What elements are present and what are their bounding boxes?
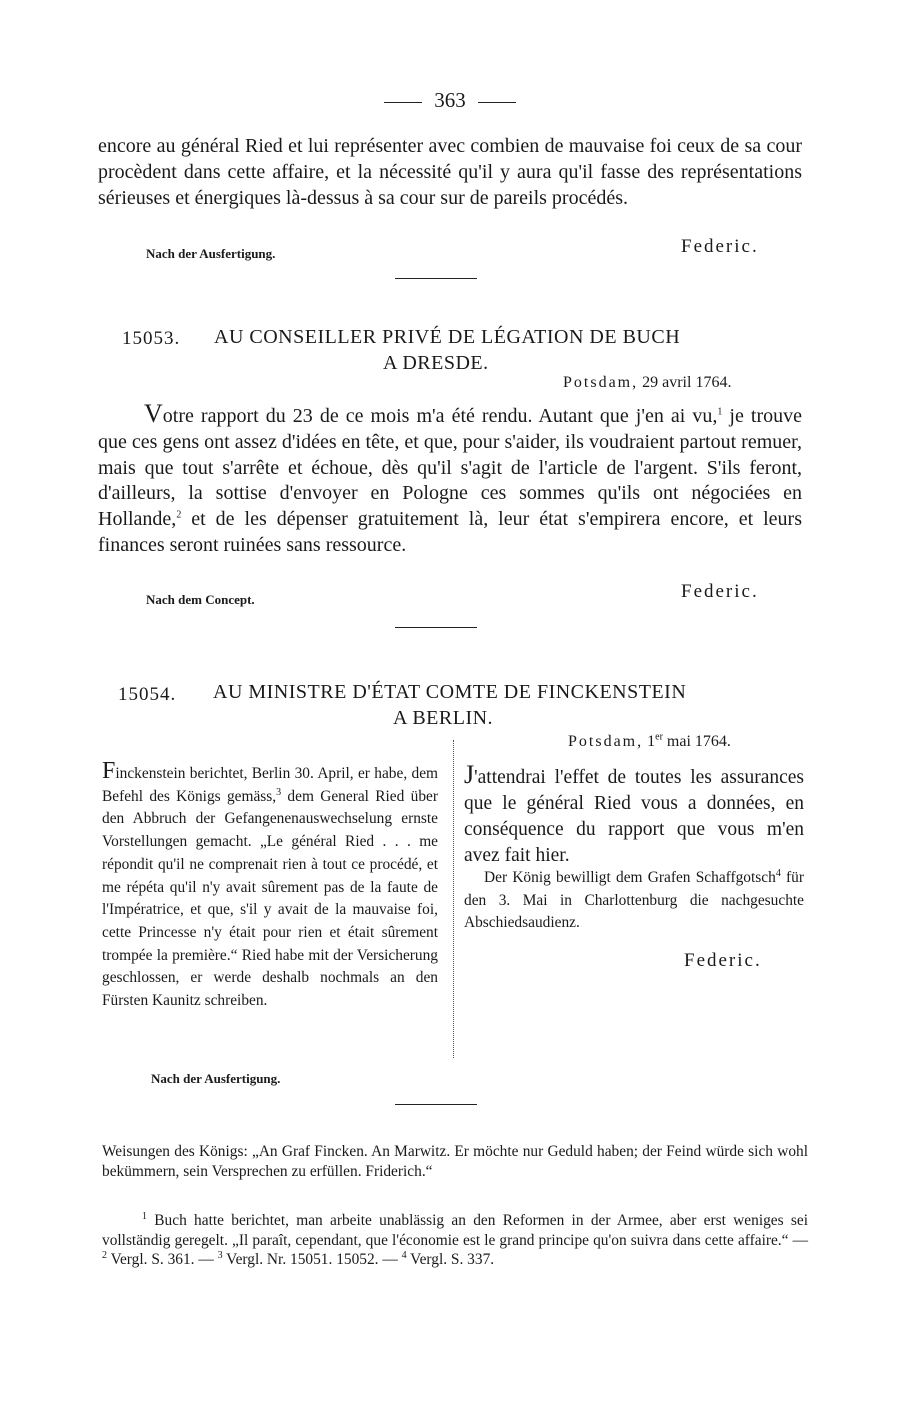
letter-number-15054: 15054. [118,684,177,705]
signature-top: Federic. [681,236,759,257]
reply-text: 'attendrai l'effet de toutes les assurances que le général Ried vous a données, en conséquence du rapport que vous m'en avez fait hier. [464,767,804,866]
footnote-mark-2: 2 [176,509,182,521]
drop-initial: V [144,399,163,428]
report-text-b: dem General Ried über den Abbruch der Gefangenenauswechselung ernste Vorstellungen gemacht. „Le général Ried . . . me répondit qu'il ne comprenait rien à tout ce procédé, et me répéta qu'il n'y avait sûrement pas de la faute de l'Impératrice, et que, s'il y avait de la mauvaise foi, cette Princesse n'y était pour rien et était sûrement trompée la première.“ Ried habe mit der Versicherung geschlossen, er werde deshalb nochmals an den Fürsten Kaunitz schreiben. [102,787,438,1010]
letter-text-a: otre rapport du 23 de ce mois m'a été rendu. Autant que j'en ai vu, [162,405,718,427]
letter-heading-15054-line1: AU MINISTRE D'ÉTAT COMTE DE FINCKENSTEIN [213,681,687,703]
footnote-1-mark: 1 [142,1210,147,1222]
footnote-4-mark: 4 [401,1250,407,1262]
page-number-dash-left [384,102,422,103]
footnote-mark-4: 4 [775,867,781,879]
letter-body-15053 [98,401,802,559]
date-place: Potsdam, [563,374,639,391]
footnote-mark-3: 3 [276,786,282,798]
section-divider-2 [395,627,477,628]
letter-text-c: et de les dépenser gratuitement là, leur état s'empirera encore, et leurs finances seront ruinées sans ressource. [98,508,802,556]
letter-text-b: je trouve que ces gens ont assez d'idées en tête, et que, pour s'aider, ils voudraient partout remuer, mais que tout s'arrête et échoue, dès qu'il s'agit de l'article de l'argent. S'ils feront, d'ailleurs, la sottise d'envoyer en Pologne ces sommes qu'ils ont négociées en Hollande, [98,405,802,531]
footnote-4-text: Vergl. S. 337. [406,1251,495,1269]
left-column-report [102,760,438,1013]
dateline-15053 [563,374,731,392]
right-column-note [464,867,804,935]
right-column-reply [464,762,804,869]
section-divider-3 [395,1104,477,1105]
footnote-mark-1: 1 [717,406,723,418]
footnote-3-mark: 3 [217,1250,223,1262]
royal-instructions-note: Weisungen des Königs: „An Graf Fincken. An Marwitz. Er möchte nur Geduld haben; der Feind würde sich wohl bekümmern, sein Versprechen zu erfüllen. Friderich.“ [102,1143,808,1180]
footnote-2-mark: 2 [102,1250,107,1262]
date-place: Potsdam, [568,733,644,750]
letter-heading-15053-line2: A DRESDE. [383,352,489,374]
source-note-top: Nach der Ausfertigung. [146,246,276,261]
date-rest: mai 1764. [662,733,731,750]
footnote-1-text: Buch hatte berichtet, man arbeite unablässig an den Reformen in der Armee, aber erst weniges sei vollständig geregelt. „Il paraît, cependant, que l'économie est le grand principe qu'on suivra dans cette affaire.“ — [102,1212,808,1249]
letter-heading-15053-line1: AU CONSEILLER PRIVÉ DE LÉGATION DE BUCH [214,326,681,348]
source-note-15054: Nach der Ausfertigung. [151,1071,281,1086]
section-divider-1 [395,278,477,279]
report-text-a: inckenstein berichtet, Berlin 30. April, er habe, dem Befehl des Königs gemäss, [102,765,438,805]
date-value: 29 avril 1764. [642,374,732,391]
date-day: 1 [647,733,656,750]
continuation-paragraph: encore au général Ried et lui représenter avec combien de mauvaise foi ceux de sa cour procèdent dans cette affaire, et la nécessité qu'il y aura qu'il fasse des représentations sérieuses et énergiques là-dessus à sa cour sur de pareils procédés. [98,135,802,209]
letter-heading-15054-line2: A BERLIN. [393,707,494,729]
drop-initial: J [464,760,475,789]
note-text-b: für den 3. Mai in Charlottenburg die nachgesuchte Abschiedsaudienz. [464,869,805,931]
letter-number-15053: 15053. [122,328,181,349]
column-divider [453,740,454,1058]
drop-initial: F [102,758,116,784]
footnote-2-text: Vergl. S. 361. — [107,1251,218,1269]
signature-15054: Federic. [684,950,762,971]
source-note-15053: Nach dem Concept. [146,592,255,607]
footnotes-block [102,1211,808,1270]
page-number-row [0,88,900,113]
note-text-a: Der König bewilligt dem Grafen Schaffgotsch [484,869,776,886]
date-superscript: er [655,731,663,743]
page-number-dash-right [478,102,516,103]
dateline-15054 [568,733,731,751]
footnote-3-text: Vergl. Nr. 15051. 15052. — [222,1251,402,1269]
signature-15053: Federic. [681,581,759,602]
page-number: 363 [434,88,466,112]
